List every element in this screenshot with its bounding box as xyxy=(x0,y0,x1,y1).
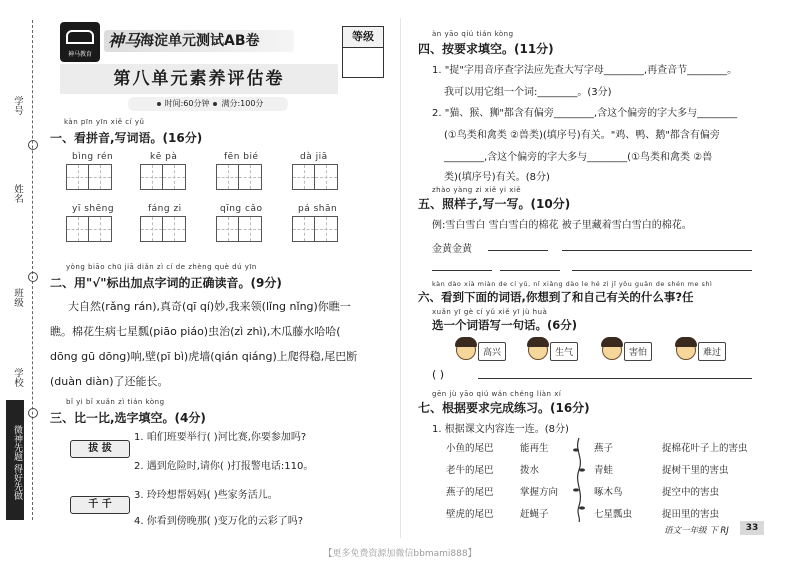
match-item[interactable]: 啄木鸟 xyxy=(594,487,623,498)
q7-title: 七、根据要求完成练习。(16分) xyxy=(418,401,590,415)
q5-pinyin: zhào yàng zi xiě yi xiě xyxy=(432,186,522,194)
answer-line[interactable] xyxy=(500,270,560,271)
q3-item: 3. 玲玲想帮妈妈( )些家务活儿。 xyxy=(134,490,278,501)
match-item[interactable]: 捉树干里的害虫 xyxy=(662,465,729,476)
q3-item: 2. 遇到危险时,请你( )打报警电话:110。 xyxy=(134,461,314,472)
match-item[interactable]: 青蛙 xyxy=(594,465,614,476)
brand-banner: 海淀单元测试AB卷 xyxy=(104,30,294,52)
match-item[interactable]: 拨水 xyxy=(520,465,540,476)
writing-grid[interactable] xyxy=(292,164,338,190)
match-item[interactable]: 掌握方向 xyxy=(520,487,559,498)
q2-title: 二、用"√"标出加点字词的正确读音。(9分) xyxy=(50,276,282,290)
exam-meta xyxy=(128,97,288,111)
match-item[interactable]: 老牛的尾巴 xyxy=(446,465,494,476)
school-label: 学校 xyxy=(12,368,23,387)
level-label: 等级 xyxy=(342,26,384,48)
q3-pinyin: bǐ yi bǐ xuǎn zì tián kòng xyxy=(66,398,165,406)
name-label: 姓名 xyxy=(12,184,23,203)
vine-decoration-icon xyxy=(572,436,586,522)
slogan: 微神先题 得好先做 xyxy=(6,400,24,520)
cut-line xyxy=(32,20,33,520)
q2-line: (duàn diàn)了还能长。 xyxy=(50,375,169,388)
q3-item: 4. 你看到傍晚那( )变万化的云彩了吗? xyxy=(134,516,304,527)
writing-grid[interactable] xyxy=(216,164,262,190)
q2-pinyin: yòng biāo chū jiā diǎn zì cí de zhèng què dú yīn xyxy=(66,263,257,271)
q5-title: 五、照样子,写一写。(10分) xyxy=(418,197,571,211)
level-box xyxy=(342,48,384,78)
writing-grid[interactable] xyxy=(66,164,112,190)
q1-pinyin-item: qīng cǎo xyxy=(220,204,263,214)
logo-icon: 神马教育 xyxy=(60,22,100,62)
q4-line: 我可以用它组一个词:________。(3分) xyxy=(444,87,612,98)
q4-title: 四、按要求填空。(11分) xyxy=(418,42,554,56)
writing-grid[interactable] xyxy=(140,164,186,190)
hole-icon xyxy=(28,408,38,418)
choice-box: 拔 拔 xyxy=(70,440,130,458)
q1-pinyin-item: bìng rén xyxy=(72,152,114,162)
q1-title: 一、看拼音,写词语。(16分) xyxy=(50,131,203,145)
page-divider xyxy=(400,18,401,538)
word-card[interactable]: 高兴 xyxy=(478,342,506,361)
q3-title: 三、比一比,选字填空。(4分) xyxy=(50,411,206,425)
q2-line: 瞧。棉花生病七星瓢(piāo piáo)虫治(zì zhì),木瓜藤水哈哈( xyxy=(50,325,341,338)
answer-line[interactable] xyxy=(572,270,752,271)
match-item[interactable]: 壁虎的尾巴 xyxy=(446,509,494,520)
q6-title: 六、看到下面的词语,你想到了和自己有关的什么事?任 xyxy=(418,290,694,304)
child-face-icon xyxy=(456,340,476,360)
match-item[interactable]: 小鱼的尾巴 xyxy=(446,443,494,454)
q6-title: 选一个词语写一句话。(6分) xyxy=(432,318,578,332)
q6-pinyin: xuǎn yī gè cí yǔ xiě yī jù huà xyxy=(432,308,548,316)
grade-label: 语文一年级 下 RJ xyxy=(664,526,729,536)
class-label: 班级 xyxy=(12,288,23,307)
q1-pinyin-item: yī shēng xyxy=(72,204,115,214)
q3-item: 1. 咱们班要举行( )河比赛,你要参加吗? xyxy=(134,432,307,443)
answer-line[interactable] xyxy=(478,378,752,379)
word-card[interactable]: 生气 xyxy=(550,342,578,361)
child-face-icon xyxy=(602,340,622,360)
child-face-icon xyxy=(676,340,696,360)
score-text: 满分:100分 xyxy=(221,99,264,108)
child-face-icon xyxy=(528,340,548,360)
q1-pinyin-item: dà jiā xyxy=(300,152,328,162)
hole-icon xyxy=(28,272,38,282)
q6-pinyin: kàn dào xià miàn de cí yǔ, nǐ xiǎng dào le hé zì jǐ yǒu guān de shén me shì xyxy=(432,280,713,288)
q4-line: 1. "捉"字用音序查字法应先查大写字母________,再查音节________。 xyxy=(432,65,738,76)
watermark: 【更多免费资源加微信bbmami888】 xyxy=(323,549,477,559)
q6-paren: ( ) xyxy=(432,368,445,381)
q4-line: 类)(填序号)有关。(8分) xyxy=(444,172,550,183)
xuehao-label: 学号 xyxy=(12,96,23,115)
brand-calligraphy: 神马 xyxy=(108,31,141,50)
hole-icon xyxy=(28,140,38,150)
q1-pinyin-item: pá shān xyxy=(298,204,338,214)
q4-pinyin: àn yāo qiú tián kòng xyxy=(432,30,514,38)
match-item[interactable]: 七星瓢虫 xyxy=(594,509,633,520)
answer-line[interactable] xyxy=(432,270,492,271)
q7-pinyin: gēn jù yāo qiú wán chéng liàn xí xyxy=(432,390,562,398)
q2-line: dōng gū dōng)响,壁(pī bì)虎墙(qián qiáng)上爬得稳,尾巴断 xyxy=(50,350,358,363)
q4-line: ________,含这个偏旁的字大多与________(①鸟类和禽类 ②兽 xyxy=(444,152,713,163)
binding-margin xyxy=(0,0,44,540)
page-title: 第八单元素养评估卷 xyxy=(60,64,338,94)
answer-line[interactable] xyxy=(488,250,548,251)
writing-grid[interactable] xyxy=(292,216,338,242)
match-item[interactable]: 能再生 xyxy=(520,443,549,454)
q1-pinyin-item: fáng zi xyxy=(148,204,182,214)
writing-grid[interactable] xyxy=(66,216,112,242)
q5-word: 金黄金黄 xyxy=(432,244,472,255)
answer-line[interactable] xyxy=(562,250,752,251)
word-card[interactable]: 难过 xyxy=(698,342,726,361)
time-text: 时间:60分钟 xyxy=(164,99,210,108)
writing-grid[interactable] xyxy=(216,216,262,242)
match-item[interactable]: 燕子 xyxy=(594,443,614,454)
page-number: 33 xyxy=(740,521,764,535)
writing-grid[interactable] xyxy=(140,216,186,242)
match-item[interactable]: 捉棉花叶子上的害虫 xyxy=(662,443,748,454)
word-card[interactable]: 害怕 xyxy=(624,342,652,361)
q4-line: (①鸟类和禽类 ②兽类)(填序号)有关。"鸡、鸭、鹅"都含有偏旁 xyxy=(444,130,720,141)
choice-box: 千 千 xyxy=(70,496,130,514)
q2-line: 大自然(rǎng rán),真奇(qī qí)妙,我来领(lǐng nǐng)你瞧一 xyxy=(68,300,351,313)
match-item[interactable]: 捉空中的害虫 xyxy=(662,487,720,498)
match-item[interactable]: 赶蝇子 xyxy=(520,509,549,520)
match-item[interactable]: 燕子的尾巴 xyxy=(446,487,494,498)
q5-example: 例:雪白雪白 雪白雪白的棉花 被子里藏着雪白雪白的棉花。 xyxy=(432,220,692,231)
q4-line: 2. "猫、猴、狮"都含有偏旁________,含这个偏旁的字大多与________ xyxy=(432,108,738,119)
q7-sub: 1. 根据课文内容连一连。(8分) xyxy=(432,424,569,435)
q1-pinyin: kàn pīn yīn xiě cí yǔ xyxy=(64,118,145,126)
match-item[interactable]: 捉田里的害虫 xyxy=(662,509,720,520)
q1-pinyin-item: kē pà xyxy=(150,152,178,162)
q1-pinyin-item: fēn bié xyxy=(224,152,259,162)
